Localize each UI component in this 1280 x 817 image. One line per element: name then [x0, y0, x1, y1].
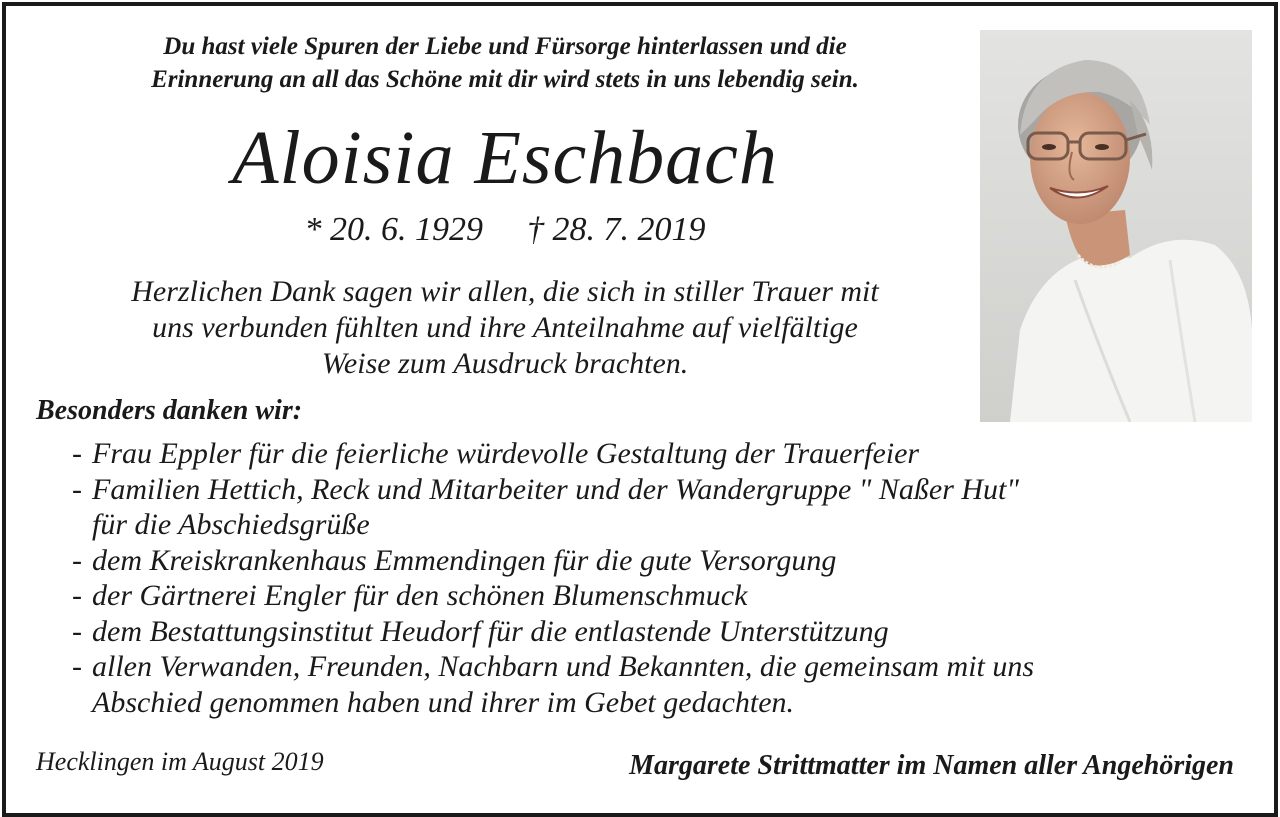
list-dash: -: [72, 614, 82, 648]
thanks-line: Weise zum Ausdruck brachten.: [321, 347, 689, 380]
list-item-text-continued: Abschied genommen haben und ihrer im Gebet gedachten.: [92, 685, 795, 719]
special-thanks-list: [72, 436, 1232, 720]
deceased-name: Aloisia Eschbach: [232, 116, 778, 200]
thanks-paragraph: [40, 274, 970, 382]
special-thanks-heading: Besonders danken wir:: [36, 395, 303, 426]
thanks-line: Herzlichen Dank sagen wir allen, die sich in stiller Trauer mit: [131, 275, 879, 308]
portrait-photo: [980, 30, 1252, 422]
list-item-text: dem Bestattungsinstitut Heudorf für die entlastende Unterstützung: [92, 614, 889, 648]
list-item: [72, 543, 1232, 579]
list-item: [72, 649, 1232, 720]
epigraph-line: Du hast viele Spuren der Liebe und Fürsorge hinterlassen und die: [163, 33, 847, 60]
list-dash: -: [72, 579, 82, 612]
list-item-text: dem Kreiskrankenhaus Emmendingen für die gute Versorgung: [92, 543, 837, 577]
list-dash: -: [72, 543, 82, 577]
list-item-text: allen Verwanden, Freunden, Nachbarn und Bekannten, die gemeinsam mit uns: [92, 650, 1035, 683]
list-dash: -: [72, 472, 82, 506]
death-date: † 28. 7. 2019: [527, 211, 706, 248]
portrait-illustration: [980, 30, 1252, 422]
epigraph-line: Erinnerung an all das Schöne mit dir wird stets in uns lebendig sein.: [151, 66, 859, 93]
epigraph: [40, 30, 970, 96]
list-item: [72, 578, 1232, 614]
signature: Margarete Strittmatter im Namen aller Angehörigen: [629, 750, 1234, 781]
list-item-text: Frau Eppler für die feierliche würdevolle Gestaltung der Trauerfeier: [92, 437, 920, 470]
list-item: [72, 472, 1232, 543]
thanks-line: uns verbunden fühlten und ihre Anteilnahme auf vielfältige: [152, 311, 858, 344]
list-dash: -: [72, 650, 82, 683]
list-item: [72, 614, 1232, 650]
birth-date: * 20. 6. 1929: [304, 211, 483, 248]
list-item: [72, 436, 1232, 472]
list-item-text: Familien Hettich, Reck und Mitarbeiter und der Wandergruppe " Naßer Hut": [92, 472, 1019, 506]
list-item-text: der Gärtnerei Engler für den schönen Blumenschmuck: [92, 579, 748, 612]
list-item-text-continued: für die Abschiedsgrüße: [92, 508, 370, 541]
list-dash: -: [72, 437, 82, 470]
place-and-date: Hecklingen im August 2019: [36, 747, 324, 776]
life-dates: [40, 208, 970, 252]
